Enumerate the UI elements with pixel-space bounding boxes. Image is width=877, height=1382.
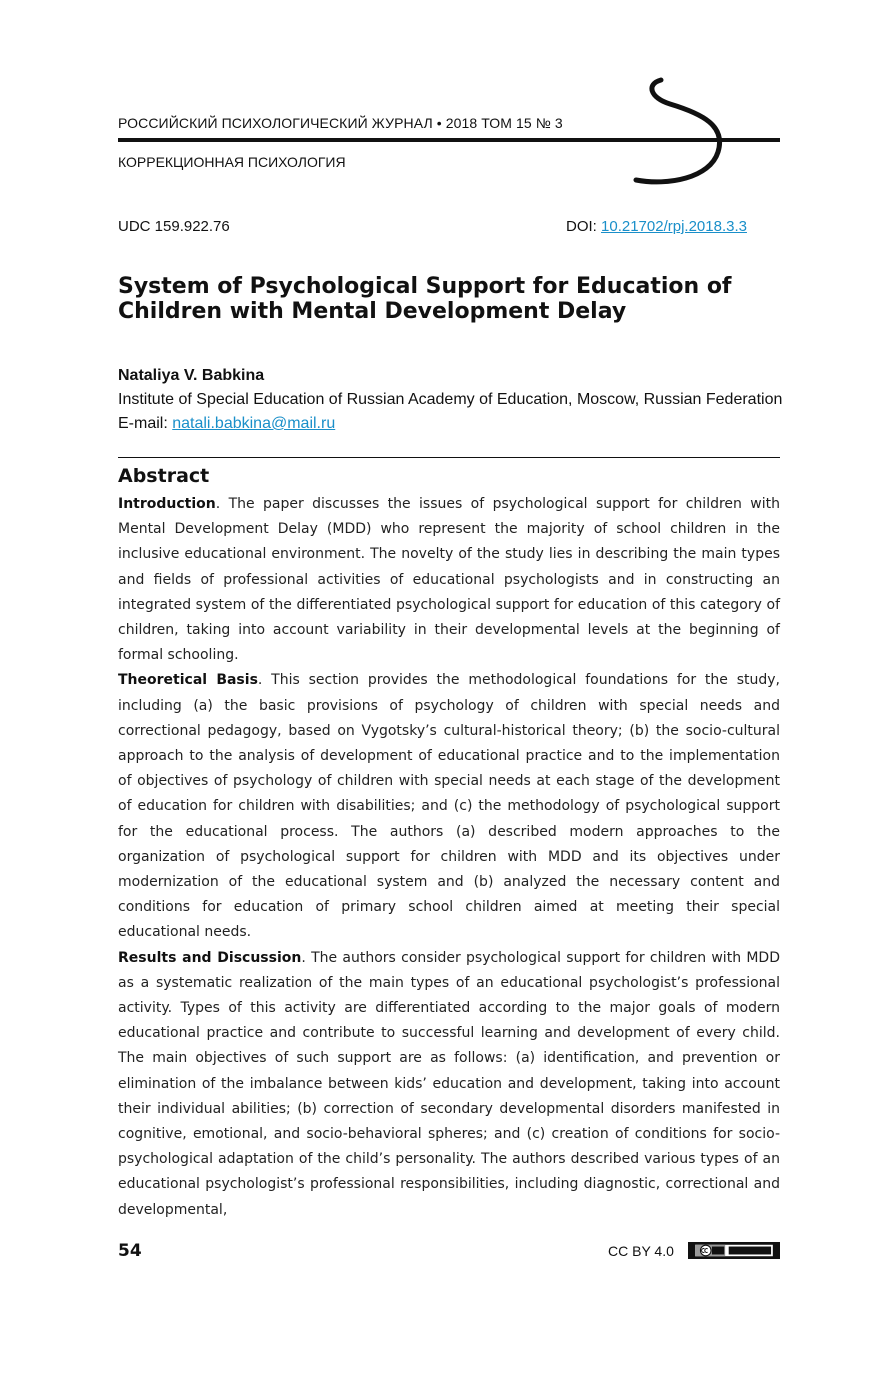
page-number: 54: [118, 1241, 142, 1261]
journal-title: РОССИЙСКИЙ ПСИХОЛОГИЧЕСКИЙ ЖУРНАЛ • 2018 ТОМ 15 № 3: [118, 115, 563, 131]
paragraph-lead: Results and Discussion: [118, 949, 302, 966]
abstract-heading: Abstract: [118, 465, 210, 487]
abstract-introduction: [118, 492, 780, 668]
license-text: CC BY 4.0: [608, 1243, 674, 1259]
author-email: [118, 415, 335, 433]
paragraph-lead: Theoretical Basis: [118, 672, 258, 689]
abstract-results-discussion: [118, 946, 780, 1223]
abstract-body: [118, 492, 780, 1223]
doi-link[interactable]: 10.21702/rpj.2018.3.3: [601, 218, 747, 235]
author-name: Nataliya V. Babkina: [118, 367, 265, 384]
paragraph-text: . The authors consider psychological support for children with MDD as a systematic realization of the main types of an educational psychologist’s professional activity. Types of this activity are differentiated according to the major goals of modern educational practice and contribute to successful learning and development of every child. The main objectives of such support are as follows: (a) identification, and prevention or elimination of the imbalance between kids’ education and development, taking into account their individual abilities; (b) correction of secondary developmental disorders manifested in cognitive, emotional, and socio-behavioral spheres; and (c) creation of conditions for socio-psychological adaptation of the child’s personality. The authors described various types of an educational psychologist’s professional responsibilities, including diagnostic, correctional and developmental,: [118, 949, 780, 1218]
email-label: E-mail:: [118, 415, 173, 432]
abstract-theoretical-basis: [118, 668, 780, 945]
abstract-divider: [118, 457, 780, 458]
paragraph-text: . This section provides the methodological foundations for the study, including (a) the basic provisions of psychology of children with special needs and correctional pedagogy, based on Vygotsky’s cultural-historical theory; (b) the socio-cultural approach to the analysis of development of educational practice and to the implementation of objectives of psychology of children with special needs at each stage of the development of education for children with disabilities; and (c) the methodology of psychological support for the educational process. The authors (a) described modern approaches to the organization of psychological support for children with MDD and its objectives under modernization of the educational system and (b) analyzed the necessary content and conditions for education of primary school children aimed at meeting their special educational needs.: [118, 672, 780, 941]
author-affiliation: Institute of Special Education of Russian Academy of Education, Moscow, Russian Federation: [118, 391, 783, 408]
email-link[interactable]: natali.babkina@mail.ru: [172, 415, 336, 432]
paragraph-lead: Introduction: [118, 496, 216, 512]
article-title: System of Psychological Support for Education of Children with Mental Development Delay: [118, 274, 732, 324]
udc-code: UDC 159.922.76: [118, 218, 230, 235]
cc-by-license-icon: [688, 1242, 780, 1259]
paragraph-text: . The paper discusses the issues of psychological support for children with Mental Development Delay (MDD) who represent the majority of school children in the inclusive educational environment. The novelty of the study lies in describing the main types and fields of professional activities of educational psychologists and in constructing an integrated system of the differentiated psychological support for education of this category of children, taking into account variability in their developmental levels at the beginning of formal schooling.: [118, 496, 780, 664]
journal-s-logo-icon: [628, 74, 728, 188]
doi-label: DOI:: [566, 218, 602, 235]
doi: [566, 218, 747, 235]
section-title: КОРРЕКЦИОННАЯ ПСИХОЛОГИЯ: [118, 154, 346, 170]
